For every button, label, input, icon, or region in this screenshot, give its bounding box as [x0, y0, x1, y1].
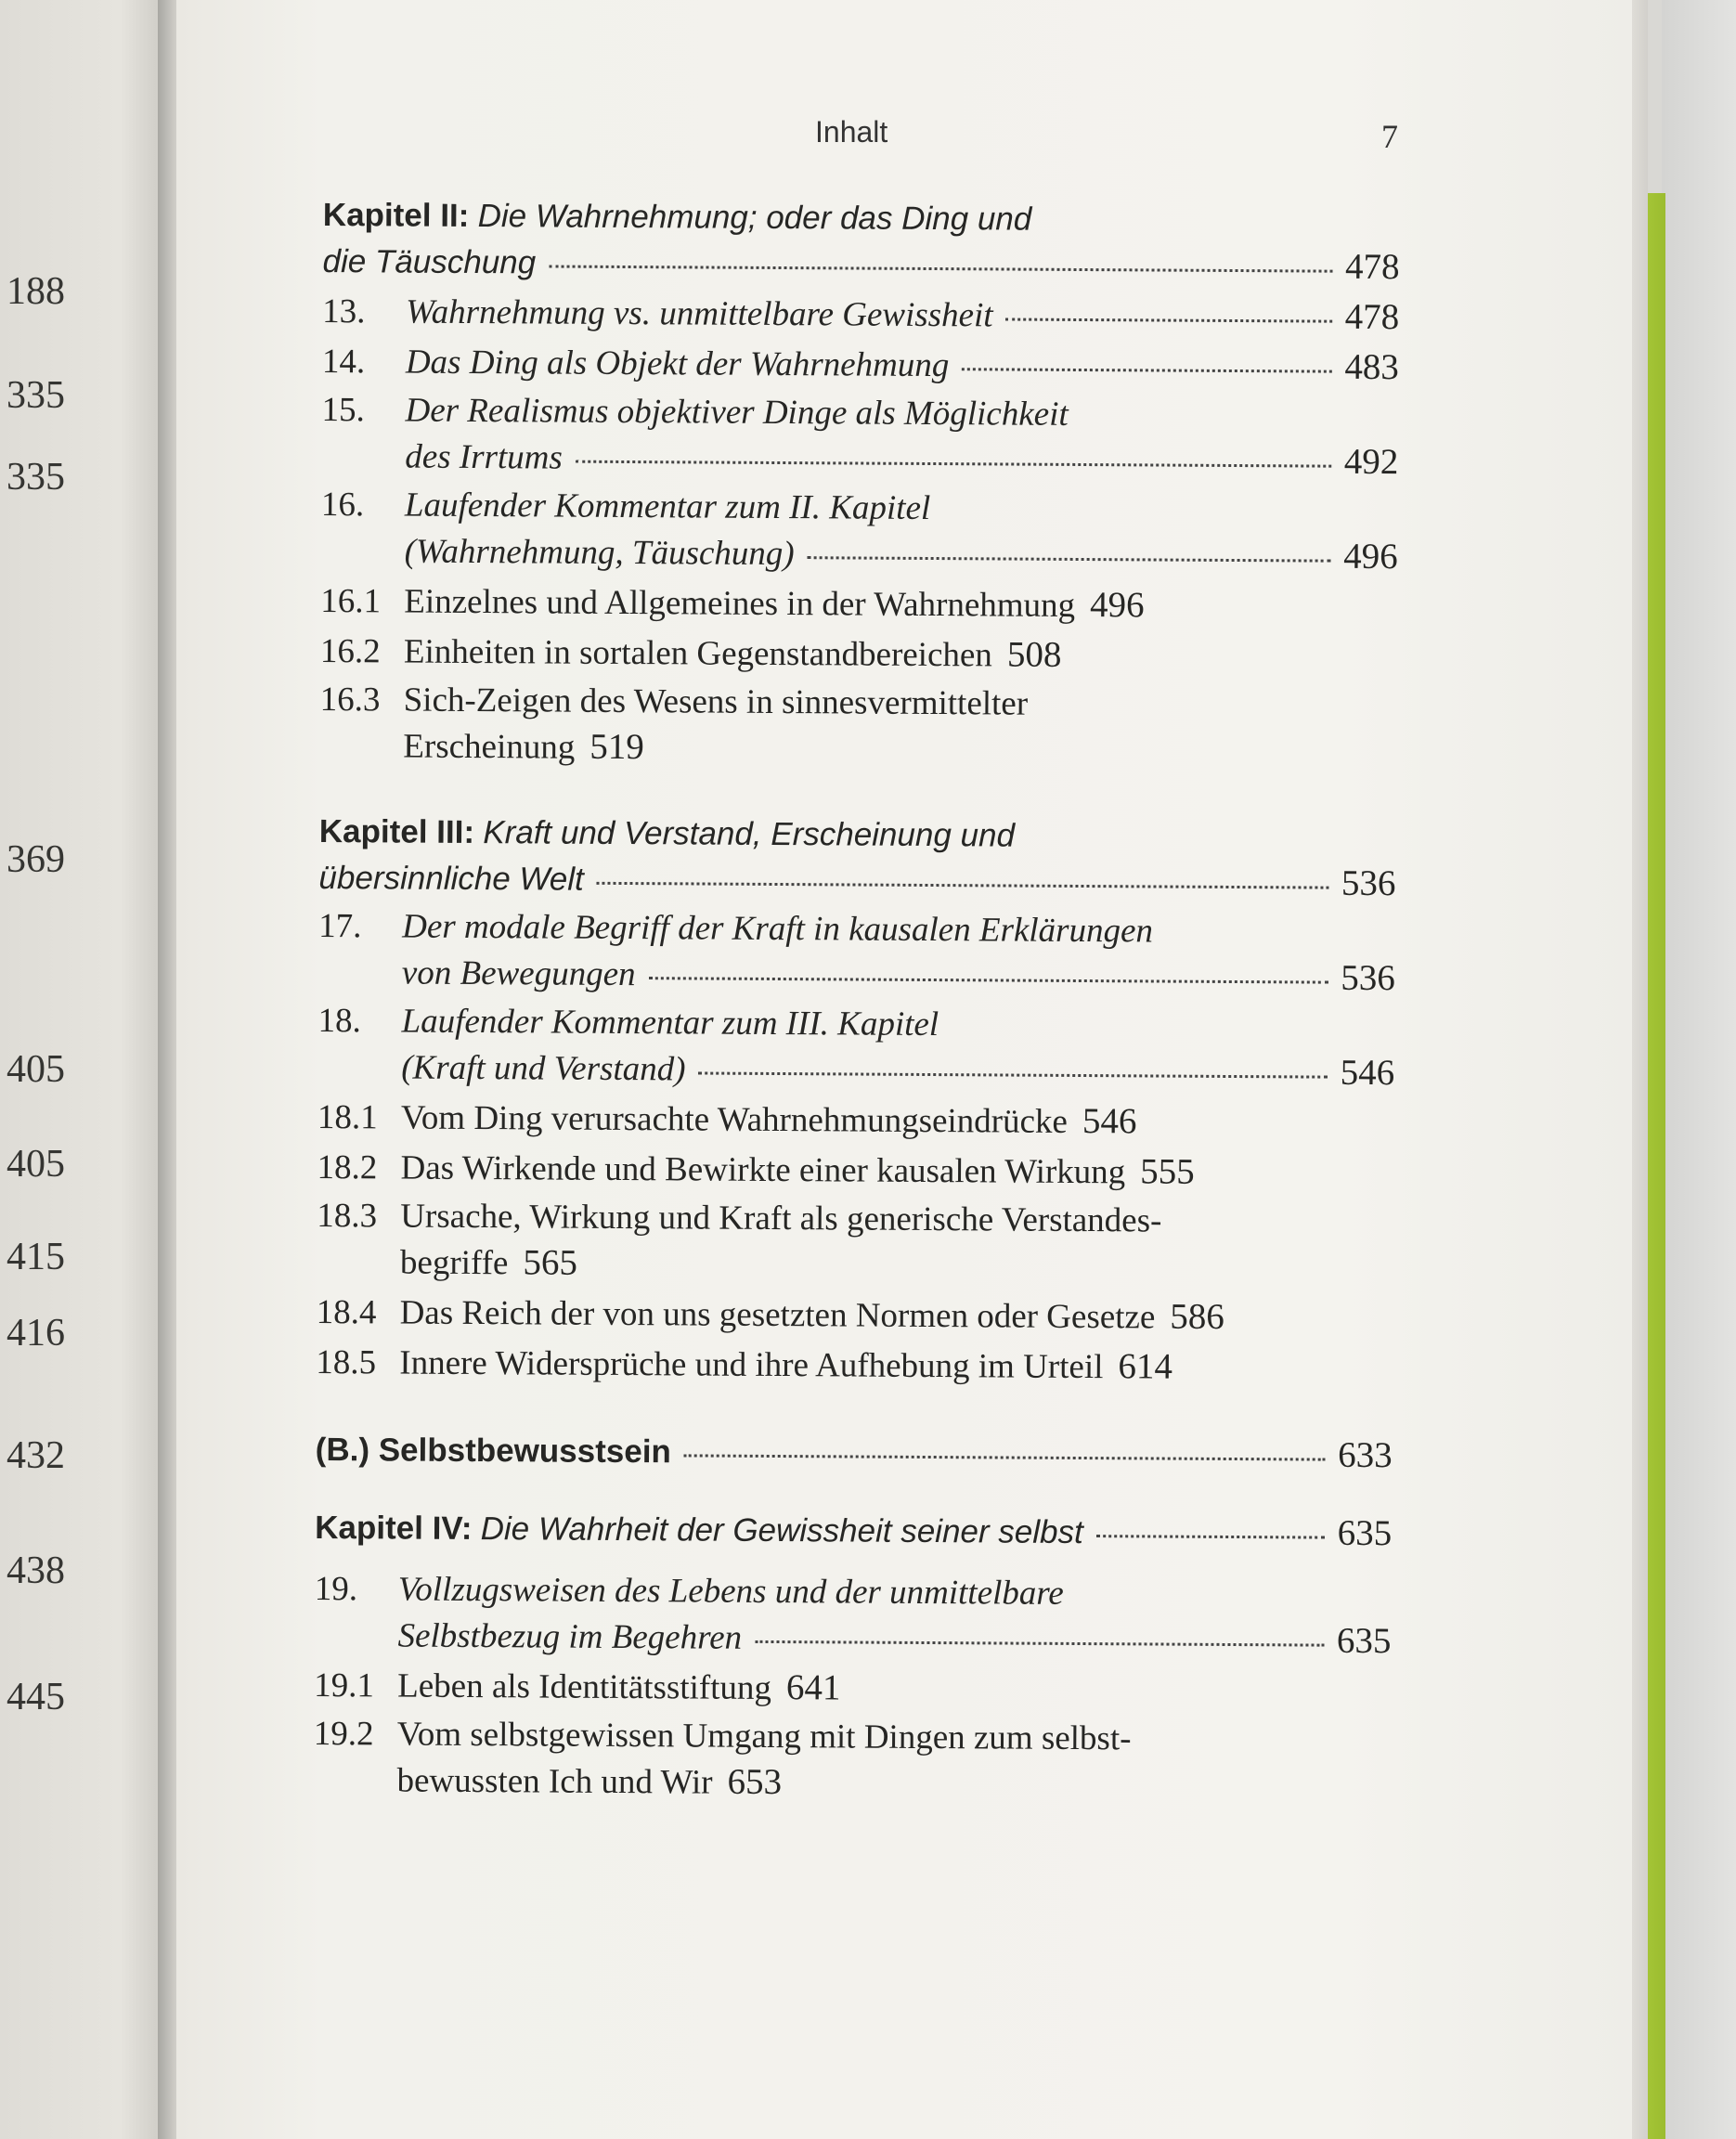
page-ref: 536 [1341, 957, 1395, 999]
page-ref: 653 [727, 1761, 783, 1803]
toc-entry-cont [314, 1614, 1391, 1670]
page-ref: 496 [1089, 585, 1145, 626]
dot-leader [684, 1454, 1325, 1460]
toc-entry-cont [320, 529, 1397, 586]
entry-title: bewussten Ich und Wir [396, 1761, 713, 1802]
entry-number: 18.5 [316, 1342, 377, 1382]
running-title: Inhalt [815, 115, 888, 149]
dot-leader [649, 977, 1328, 983]
entry-number: 18.1 [317, 1097, 378, 1137]
toc-subentry [314, 1664, 1391, 1720]
left-page-number: 432 [6, 1434, 65, 1477]
entry-title: von Bewegungen [401, 953, 636, 994]
chapter-label: Kapitel III: [318, 812, 475, 851]
entry-title: Der Realismus objektiver Dinge als Möglichkeit [405, 391, 1069, 434]
page-ref: 635 [1337, 1512, 1393, 1554]
dot-leader [962, 368, 1331, 372]
left-page-number: 405 [6, 1048, 65, 1091]
page-ref: 536 [1341, 862, 1396, 904]
toc-subentry [317, 1146, 1393, 1202]
entry-number: 19. [314, 1569, 358, 1609]
page-ref: 635 [1336, 1620, 1392, 1662]
dot-leader [1096, 1535, 1325, 1539]
left-page-number: 335 [6, 374, 65, 417]
entry-title: Laufender Kommentar zum II. Kapitel [404, 486, 931, 528]
entry-number: 14. [321, 342, 366, 382]
section-title: (B.) Selbstbewusstsein [315, 1431, 671, 1471]
dot-leader [699, 1071, 1328, 1078]
left-page-number: 405 [6, 1143, 65, 1186]
backdrop [1662, 0, 1736, 2139]
chapter-heading-cont [322, 240, 1399, 296]
page-ref: 508 [1006, 634, 1062, 675]
page-ref: 633 [1338, 1434, 1393, 1476]
entry-title: Der modale Begriff der Kraft in kausalen Erklärungen [402, 907, 1154, 951]
entry-title: (Kraft und Verstand) [401, 1048, 686, 1089]
entry-title: Laufender Kommentar zum III. Kapitel [401, 1002, 939, 1044]
chapter-title: Die Wahrheit der Gewissheit seiner selbst [480, 1510, 1083, 1551]
page-ref: 478 [1344, 246, 1400, 288]
entry-number: 19.1 [314, 1666, 375, 1705]
toc-entry [321, 390, 1398, 441]
page-number: 7 [1381, 118, 1398, 155]
left-page-number: 445 [6, 1676, 65, 1718]
page-ref: 478 [1344, 296, 1400, 338]
entry-title: Vollzugsweisen des Lebens und der unmittelbare [397, 1570, 1064, 1613]
entry-title: Einheiten in sortalen Gegenstandbereichen [403, 632, 993, 675]
toc-entry [317, 1001, 1394, 1052]
entry-title: Erscheinung [403, 727, 576, 767]
left-page-number: 335 [6, 456, 65, 499]
entry-number: 16.3 [319, 680, 381, 719]
section-heading [316, 1428, 1393, 1484]
chapter-title: Die Wahrnehmung; oder das Ding und [477, 198, 1032, 238]
dot-leader [576, 460, 1331, 468]
toc-subentry [316, 1290, 1393, 1347]
chapter-heading-cont [318, 856, 1395, 913]
toc-entry [321, 485, 1398, 536]
chapter-heading [319, 811, 1396, 862]
dot-leader [549, 265, 1332, 272]
entry-title: (Wahrnehmung, Täuschung) [404, 532, 795, 574]
entry-title: Sich-Zeigen des Wesens in sinnesvermittelter [403, 681, 1029, 723]
dot-leader [755, 1640, 1324, 1647]
toc-subentry [317, 1095, 1394, 1152]
toc-entry-cont [317, 1045, 1394, 1102]
toc-entry [315, 1569, 1392, 1620]
entry-number: 18.3 [317, 1196, 378, 1236]
entry-title: Das Reich der von uns gesetzten Normen oder Gesetze [399, 1293, 1156, 1337]
entry-title: begriffe [399, 1243, 509, 1283]
chapter-title: die Täuschung [322, 242, 537, 281]
page-ref: 492 [1343, 441, 1399, 483]
entry-number: 13. [322, 292, 366, 331]
entry-number: 15. [321, 390, 365, 430]
entry-number: 18.4 [316, 1292, 377, 1332]
entry-title: Ursache, Wirkung und Kraft als generische Verstandes- [400, 1197, 1162, 1240]
dot-leader [1006, 318, 1332, 322]
chapter-title: übersinnliche Welt [318, 859, 584, 898]
entry-number: 16.1 [320, 581, 382, 621]
page-ref: 519 [589, 726, 644, 768]
left-page-number: 416 [6, 1312, 65, 1355]
entry-title: Leben als Identitätsstiftung [397, 1666, 772, 1707]
toc-subentry [317, 1196, 1393, 1247]
page-ref: 546 [1340, 1052, 1395, 1094]
page-ref: 565 [523, 1242, 578, 1283]
left-page-number: 415 [6, 1236, 65, 1278]
page-ref: 614 [1118, 1346, 1173, 1387]
page-ref: 555 [1140, 1151, 1195, 1192]
toc-entry-cont [318, 951, 1395, 1007]
entry-title: Einzelnes und Allgemeines in der Wahrnehmung [404, 582, 1076, 625]
entry-number: 16.2 [319, 631, 381, 671]
left-page-number: 369 [6, 838, 65, 881]
dot-leader [808, 556, 1330, 562]
toc-entry [318, 906, 1395, 957]
left-page-number: 188 [6, 270, 65, 313]
entry-title: Selbstbezug im Begehren [397, 1616, 743, 1657]
toc-entry [322, 340, 1399, 396]
entry-number: 18. [317, 1001, 361, 1041]
entry-title: Das Ding als Objekt der Wahrnehmung [405, 343, 950, 385]
page-ref: 546 [1082, 1101, 1137, 1142]
left-page-number: 438 [6, 1549, 65, 1592]
toc-subentry [320, 579, 1397, 636]
chapter-label: Kapitel IV: [315, 1509, 473, 1548]
table-of-contents [313, 195, 1400, 1815]
toc-subentry [320, 629, 1397, 686]
dot-leader [597, 882, 1328, 889]
entry-title: Vom Ding verursachte Wahrnehmungseindrücke [400, 1098, 1069, 1141]
left-page [0, 0, 172, 2139]
page-ref: 641 [785, 1667, 841, 1708]
entry-title: Wahrnehmung vs. unmittelbare Gewissheit [406, 292, 993, 335]
toc-entry [322, 290, 1399, 346]
page-ref: 586 [1170, 1296, 1224, 1337]
chapter-heading [315, 1506, 1392, 1562]
chapter-label: Kapitel II: [322, 196, 470, 234]
page-ref: 483 [1344, 346, 1400, 388]
toc-subentry [316, 1341, 1393, 1397]
toc-entry-cont [321, 434, 1398, 491]
entry-number: 16. [320, 485, 365, 525]
chapter-title: Kraft und Verstand, Erscheinung und [483, 814, 1016, 854]
toc-subentry-cont [313, 1758, 1390, 1815]
chapter-heading [323, 195, 1400, 246]
entry-title: Das Wirkende und Bewirkte einer kausalen Wirkung [400, 1148, 1126, 1192]
entry-title: des Irrtums [405, 437, 563, 477]
toc-subentry [320, 680, 1397, 731]
toc-subentry-cont [319, 724, 1396, 781]
toc-subentry-cont [317, 1240, 1393, 1297]
entry-number: 17. [318, 906, 362, 946]
page-ref: 496 [1343, 536, 1398, 577]
entry-number: 18.2 [317, 1147, 378, 1187]
toc-subentry [314, 1714, 1391, 1765]
entry-title: Vom selbstgewissen Umgang mit Dingen zum selbst- [396, 1715, 1132, 1758]
entry-number: 19.2 [313, 1714, 374, 1754]
entry-title: Innere Widersprüche und ihre Aufhebung im Urteil [399, 1343, 1104, 1387]
